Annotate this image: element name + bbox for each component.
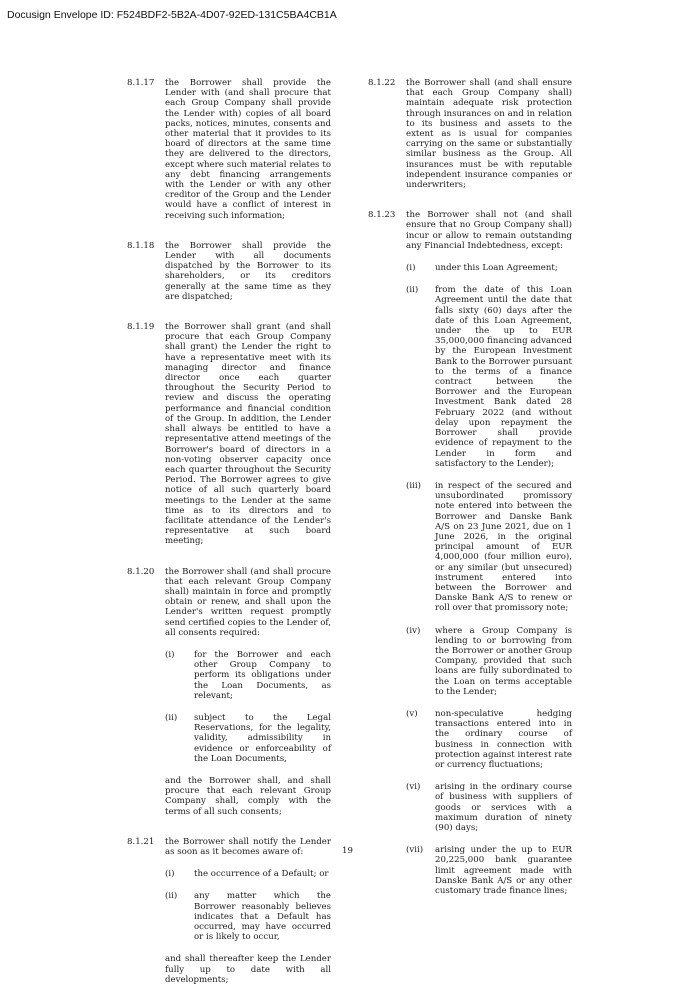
item-number: (vii) (406, 845, 424, 856)
item-number: (iii) (406, 480, 421, 491)
clause-number: 8.1.20 (127, 566, 155, 577)
clause-8-1-20 (127, 567, 331, 817)
item-text: any matter which the Borrower reasonably believes indicates that a Default has occurred, may have occurred or is likely to occur, (194, 891, 331, 943)
clause-text: the Borrower shall notify the Lender as soon as it becomes aware of: (165, 836, 331, 857)
clause-text: the Borrower shall not (and shall ensure that no Group Company shall) incur or allow to remain outstanding any Financial Indebtedness, except: (406, 210, 572, 251)
clause-continuation: and the Borrower shall, and shall procure that each relevant Group Company shall, comply with the terms of all such consents; (165, 775, 331, 817)
item-number: (ii) (406, 285, 419, 296)
clause-number: 8.1.21 (127, 836, 155, 847)
item-number: (ii) (165, 712, 178, 723)
item-number: (v) (406, 708, 418, 719)
item-text: non-speculative hedging transactions entered into in the ordinary course of business in connection with protection against interest rate or currency fluctuations; (435, 708, 572, 770)
list-item (165, 713, 331, 764)
list-item (406, 481, 572, 614)
clause-8-1-17 (127, 78, 331, 221)
item-number: (i) (165, 869, 175, 880)
page-number: 19 (342, 846, 353, 856)
clause-continuation: and shall thereafter keep the Lender fully up to date with all developments; (165, 954, 331, 985)
item-number: (vi) (406, 782, 421, 793)
item-text: arising in the ordinary course of business with suppliers of goods or services with a maximum duration of ninety (90) days; (435, 782, 572, 833)
clause-text: the Borrower shall provide the Lender with (and shall procure that each Group Company shall provide the Lender with) copies of all board packs, notices, minutes, consents and other material that it provides to its board of directors at the same time they are delivered to the directors, except where such material relates to any debt financing arrangements with the Lender or with any other creditor of the Group and the Lender would have a conflict of interest in receiving such information; (165, 78, 331, 221)
clause-number: 8.1.17 (127, 78, 155, 88)
right-column (368, 78, 572, 896)
item-text: subject to the Legal Reservations, for the legality, validity, admissibility in evidence or enforceability of the Loan Documents, (194, 712, 331, 764)
clause-number: 8.1.19 (127, 322, 155, 333)
list-item (165, 869, 331, 879)
item-text: the occurrence of a Default; or (194, 869, 329, 880)
item-number: (ii) (165, 891, 178, 902)
list-item (406, 285, 572, 469)
envelope-id: Docusign Envelope ID: F524BDF2-5B2A-4D07-92ED-131C5BA4CB1A (7, 9, 337, 21)
item-number: (i) (165, 649, 175, 660)
clause-text: the Borrower shall grant (and shall procure that each Group Company shall grant) the Lender the right to have a representative meet with its managing director and finance director once each quarter throughout the Security Period to review and discuss the operating performance and financial condition of the Group. In addition, the Lender shall always be entitled to have a representative attend meetings of the Borrower's board of directors in a non-voting observer capacity once each quarter throughout the Security Period. The Borrower agrees to give notice of all such quarterly board meetings to the Lender at the same time as to its directors and to facilitate attendance of the Lender's representative at such board meeting; (165, 322, 331, 547)
clause-text: the Borrower shall provide the Lender with all documents dispatched by the Borrower to its shareholders, or its creditors generally at the same time as they are dispatched; (165, 240, 331, 302)
clause-number: 8.1.18 (127, 240, 155, 251)
item-number: (i) (406, 263, 416, 274)
clause-8-1-18 (127, 241, 331, 302)
list-item (406, 626, 572, 697)
clause-8-1-19 (127, 322, 331, 546)
item-text: arising under the up to EUR 20,225,000 bank guarantee limit agreement made with Danske Bank A/S or any other customary trade finance lines; (435, 845, 572, 897)
clause-text: the Borrower shall (and shall ensure that each Group Company shall) maintain adequate risk protection through insurances on and in relation to its business and assets to the extent as is usual for companies carrying on the same or substantially similar business as the Group. All insurances must be with reputable independent insurance companies or underwriters; (406, 78, 572, 191)
clause-number: 8.1.22 (368, 78, 396, 88)
list-item (165, 650, 331, 701)
clause-number: 8.1.23 (368, 210, 396, 221)
clause-text: the Borrower shall (and shall procure that each relevant Group Company shall) maintain in force and promptly obtain or renew, and shall upon the Lender's written request promptly send certified copies to the Lender of, all consents required: (165, 566, 331, 638)
clause-8-1-22 (368, 78, 572, 190)
item-text: for the Borrower and each other Group Company to perform its obligations under the Loan Documents, as relevant; (194, 649, 331, 701)
list-item (406, 709, 572, 770)
item-text: from the date of this Loan Agreement until the date that falls sixty (60) days after the date of this Loan Agreement, under the up to EUR 35,000,000 financing advanced by the European Investment Bank to the Borrower pursuant to the terms of a finance contract between the Borrower and the European Investment Bank dated 28 February 2022 (and without delay upon repayment the Borrower shall provide evidence of repayment to the Lender in form and satisfactory to the Lender); (435, 285, 572, 469)
item-text: where a Group Company is lending to or borrowing from the Borrower or another Group Company, provided that such loans are fully subordinated to the Loan on terms acceptable to the Lender; (435, 625, 572, 697)
item-text: under this Loan Agreement; (435, 263, 558, 274)
clause-8-1-23 (368, 210, 572, 896)
list-item (165, 891, 331, 942)
list-item (406, 263, 572, 273)
item-number: (iv) (406, 625, 421, 636)
item-text: in respect of the secured and unsubordinated promissory note entered into between the Borrower and Danske Bank A/S on 23 June 2021, due on 1 June 2026, in the original principal amount of EUR 4,000,000 (four million euro), or any similar (but unsecured) instrument entered into between the Borrower and Danske Bank A/S to renew or roll over that promissory note; (435, 480, 572, 614)
list-item (406, 782, 572, 833)
clause-8-1-21 (127, 837, 331, 985)
